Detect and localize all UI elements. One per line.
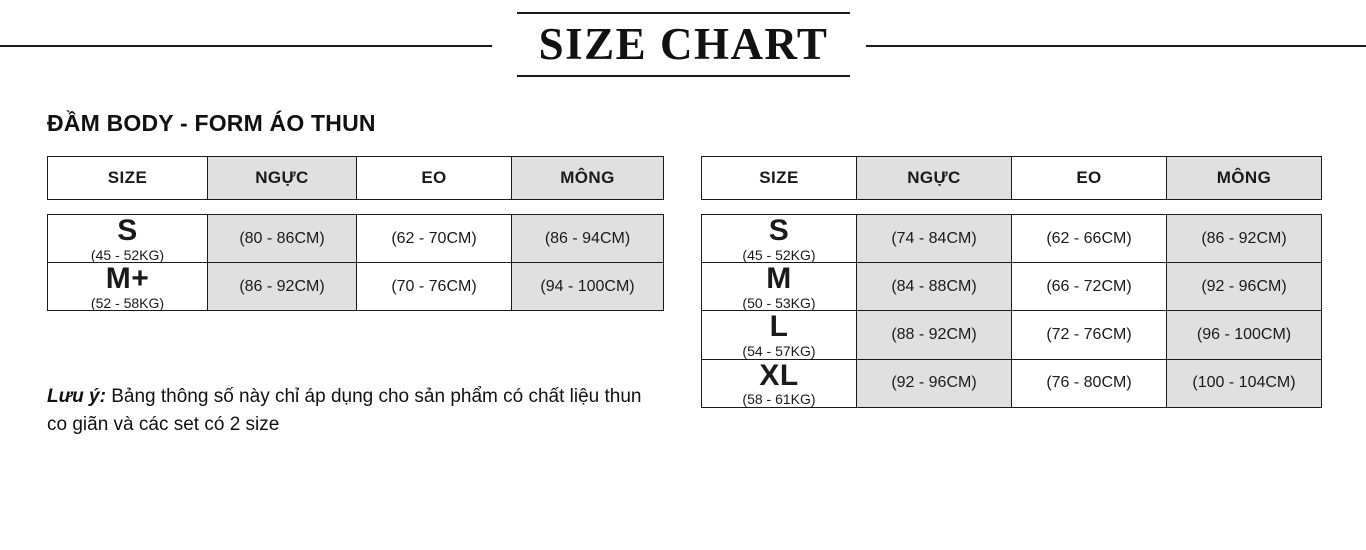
hip-cell: (96 - 100CM) [1167,311,1322,359]
section-heading: ĐẦM BODY - FORM ÁO THUN [47,110,376,136]
size-cell [48,215,208,263]
table-row [48,263,664,311]
table-header-row [702,157,1322,200]
right-table-body [701,214,1322,408]
page-title: SIZE CHART [538,19,829,69]
left-table-body [47,214,664,311]
note [47,383,657,438]
size-weight: (45 - 52KG) [742,246,816,263]
table-row [702,263,1322,311]
size-cell [702,311,857,359]
table-row [702,359,1322,407]
table-row [48,215,664,263]
chest-cell: (84 - 88CM) [857,263,1012,311]
size-weight: (50 - 53KG) [742,294,816,311]
page-header [0,0,1366,92]
size-cell [48,263,208,311]
chest-cell: (86 - 92CM) [208,263,357,311]
size-cell [702,359,857,407]
column-header-hip: MÔNG [1167,157,1322,200]
size-letter: XL [759,358,799,392]
size-weight: (54 - 57KG) [742,342,816,359]
page-title-box [517,12,850,77]
column-header-chest: NGỰC [208,157,357,200]
table-header-row [48,157,664,200]
header-rule-left [0,45,492,47]
left-table-header [47,156,664,200]
column-header-waist: EO [1012,157,1167,200]
size-weight: (45 - 52KG) [90,246,165,263]
size-letter: M [766,262,792,296]
size-weight: (58 - 61KG) [742,391,816,408]
chest-cell: (88 - 92CM) [857,311,1012,359]
size-letter: S [117,214,138,247]
note-label: Lưu ý: [47,386,106,407]
hip-cell: (92 - 96CM) [1167,263,1322,311]
size-letter: S [768,214,790,247]
hip-cell: (86 - 94CM) [512,215,664,263]
hip-cell: (100 - 104CM) [1167,359,1322,407]
hip-cell: (94 - 100CM) [512,263,664,311]
hip-cell: (86 - 92CM) [1167,215,1322,263]
waist-cell: (70 - 76CM) [357,263,512,311]
column-header-waist: EO [357,157,512,200]
chest-cell: (74 - 84CM) [857,215,1012,263]
column-header-hip: MÔNG [512,157,664,200]
note-text: Bảng thông số này chỉ áp dụng cho sản phẩm có chất liệu thun co giãn và các set có 2 size [47,386,642,435]
column-header-size: SIZE [702,157,857,200]
table-row [702,311,1322,359]
right-table-header [701,156,1322,200]
column-header-size: SIZE [48,157,208,200]
chest-cell: (92 - 96CM) [857,359,1012,407]
waist-cell: (72 - 76CM) [1012,311,1167,359]
size-cell [702,215,857,263]
size-weight: (52 - 58KG) [90,294,165,311]
waist-cell: (62 - 66CM) [1012,215,1167,263]
header-rule-right [866,45,1366,47]
size-cell [702,263,857,311]
table-row [702,215,1322,263]
chest-cell: (80 - 86CM) [208,215,357,263]
size-letter: L [769,310,789,344]
size-letter: M+ [105,262,150,296]
waist-cell: (62 - 70CM) [357,215,512,263]
waist-cell: (66 - 72CM) [1012,263,1167,311]
waist-cell: (76 - 80CM) [1012,359,1167,407]
column-header-chest: NGỰC [857,157,1012,200]
